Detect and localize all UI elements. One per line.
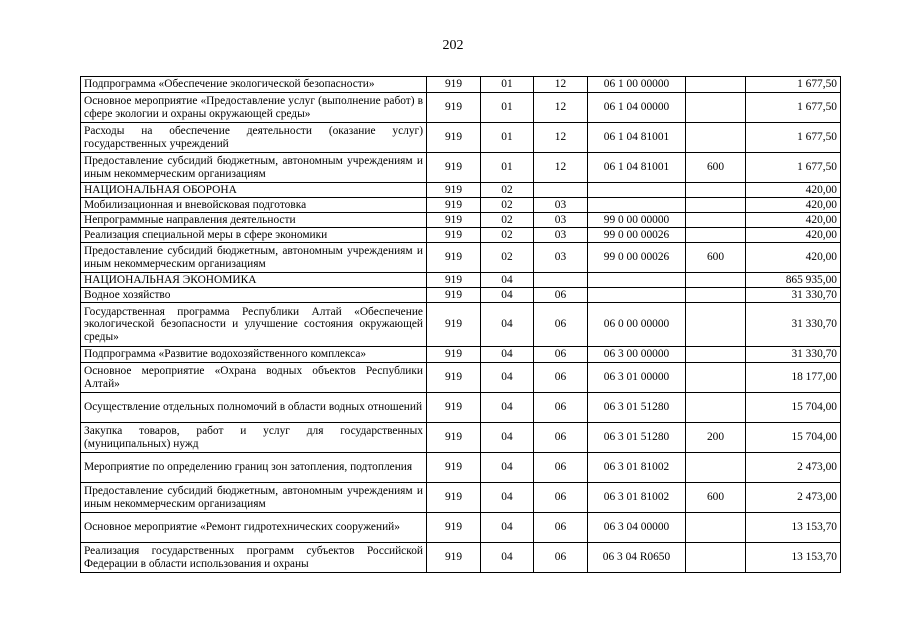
expense-name-cell: Основное мероприятие «Охрана водных объектов Республики Алтай» — [81, 363, 427, 393]
expense-type-cell — [686, 453, 746, 483]
expense-name-cell: Предоставление субсидий бюджетным, автономным учреждениям и иным некоммерческим организациям — [81, 483, 427, 513]
subsection-code-cell: 06 — [534, 288, 588, 303]
expense-type-cell: 200 — [686, 423, 746, 453]
subsection-code-cell: 03 — [534, 198, 588, 213]
expense-name-cell: Предоставление субсидий бюджетным, автономным учреждениям и иным некоммерческим организациям — [81, 243, 427, 273]
target-article-cell — [588, 288, 686, 303]
table-row — [81, 347, 841, 363]
table-row — [81, 483, 841, 513]
grbs-code-cell: 919 — [427, 423, 481, 453]
expense-name-cell: Основное мероприятие «Предоставление услуг (выполнение работ) в сфере экологии и охраны окружающей среды» — [81, 93, 427, 123]
target-article-cell: 06 3 01 00000 — [588, 363, 686, 393]
grbs-code-cell: 919 — [427, 347, 481, 363]
expense-name-cell: Предоставление субсидий бюджетным, автономным учреждениям и иным некоммерческим организациям — [81, 153, 427, 183]
table-row — [81, 543, 841, 573]
target-article-cell — [588, 198, 686, 213]
section-code-cell: 02 — [481, 213, 534, 228]
expense-name-cell: Подпрограмма «Обеспечение экологической безопасности» — [81, 77, 427, 93]
table-row — [81, 228, 841, 243]
grbs-code-cell: 919 — [427, 198, 481, 213]
subsection-code-cell — [534, 273, 588, 288]
section-code-cell: 01 — [481, 77, 534, 93]
subsection-code-cell: 03 — [534, 228, 588, 243]
amount-cell: 1 677,50 — [746, 77, 841, 93]
subsection-code-cell: 12 — [534, 123, 588, 153]
expense-name-cell: Мероприятие по определению границ зон затопления, подтопления — [81, 453, 427, 483]
table-row — [81, 243, 841, 273]
budget-table — [80, 76, 841, 573]
table-row — [81, 288, 841, 303]
grbs-code-cell: 919 — [427, 228, 481, 243]
section-code-cell: 04 — [481, 543, 534, 573]
section-code-cell: 01 — [481, 93, 534, 123]
expense-name-cell: НАЦИОНАЛЬНАЯ ОБОРОНА — [81, 183, 427, 198]
amount-cell: 31 330,70 — [746, 288, 841, 303]
table-row — [81, 93, 841, 123]
grbs-code-cell: 919 — [427, 93, 481, 123]
expense-type-cell — [686, 347, 746, 363]
expense-name-cell: Мобилизационная и вневойсковая подготовка — [81, 198, 427, 213]
section-code-cell: 04 — [481, 423, 534, 453]
grbs-code-cell: 919 — [427, 453, 481, 483]
target-article-cell: 06 3 01 81002 — [588, 453, 686, 483]
amount-cell: 31 330,70 — [746, 303, 841, 347]
target-article-cell: 06 0 00 00000 — [588, 303, 686, 347]
grbs-code-cell: 919 — [427, 273, 481, 288]
grbs-code-cell: 919 — [427, 183, 481, 198]
amount-cell: 18 177,00 — [746, 363, 841, 393]
expense-type-cell — [686, 363, 746, 393]
section-code-cell: 04 — [481, 453, 534, 483]
target-article-cell: 06 1 04 00000 — [588, 93, 686, 123]
expense-name-cell: Водное хозяйство — [81, 288, 427, 303]
expense-name-cell: Осуществление отдельных полномочий в области водных отношений — [81, 393, 427, 423]
table-row — [81, 198, 841, 213]
amount-cell: 420,00 — [746, 228, 841, 243]
target-article-cell: 06 1 00 00000 — [588, 77, 686, 93]
section-code-cell: 04 — [481, 513, 534, 543]
table-row — [81, 183, 841, 198]
amount-cell: 13 153,70 — [746, 513, 841, 543]
grbs-code-cell: 919 — [427, 77, 481, 93]
expense-name-cell: Реализация государственных программ субъектов Российской Федерации в области использования и охраны — [81, 543, 427, 573]
amount-cell: 420,00 — [746, 243, 841, 273]
expense-type-cell — [686, 288, 746, 303]
expense-type-cell — [686, 543, 746, 573]
table-row — [81, 123, 841, 153]
expense-type-cell — [686, 183, 746, 198]
target-article-cell: 06 3 00 00000 — [588, 347, 686, 363]
amount-cell: 31 330,70 — [746, 347, 841, 363]
amount-cell: 15 704,00 — [746, 393, 841, 423]
grbs-code-cell: 919 — [427, 543, 481, 573]
page-number: 202 — [442, 38, 464, 53]
expense-name-cell: Подпрограмма «Развитие водохозяйственного комплекса» — [81, 347, 427, 363]
expense-type-cell — [686, 123, 746, 153]
expense-name-cell: Реализация специальной меры в сфере экономики — [81, 228, 427, 243]
subsection-code-cell: 03 — [534, 243, 588, 273]
amount-cell: 865 935,00 — [746, 273, 841, 288]
amount-cell: 15 704,00 — [746, 423, 841, 453]
expense-type-cell — [686, 303, 746, 347]
subsection-code-cell: 06 — [534, 347, 588, 363]
subsection-code-cell: 12 — [534, 93, 588, 123]
subsection-code-cell: 06 — [534, 453, 588, 483]
section-code-cell: 04 — [481, 347, 534, 363]
target-article-cell: 06 3 01 51280 — [588, 423, 686, 453]
section-code-cell: 02 — [481, 183, 534, 198]
section-code-cell: 02 — [481, 243, 534, 273]
expense-type-cell: 600 — [686, 483, 746, 513]
target-article-cell: 99 0 00 00026 — [588, 243, 686, 273]
table-row — [81, 303, 841, 347]
table-row — [81, 513, 841, 543]
amount-cell: 1 677,50 — [746, 123, 841, 153]
grbs-code-cell: 919 — [427, 123, 481, 153]
table-row — [81, 153, 841, 183]
grbs-code-cell: 919 — [427, 288, 481, 303]
section-code-cell: 04 — [481, 303, 534, 347]
grbs-code-cell: 919 — [427, 153, 481, 183]
target-article-cell: 06 3 01 81002 — [588, 483, 686, 513]
grbs-code-cell: 919 — [427, 213, 481, 228]
expense-name-cell: НАЦИОНАЛЬНАЯ ЭКОНОМИКА — [81, 273, 427, 288]
section-code-cell: 04 — [481, 273, 534, 288]
target-article-cell — [588, 273, 686, 288]
table-row — [81, 213, 841, 228]
amount-cell: 2 473,00 — [746, 453, 841, 483]
amount-cell: 420,00 — [746, 213, 841, 228]
target-article-cell: 99 0 00 00000 — [588, 213, 686, 228]
subsection-code-cell: 06 — [534, 303, 588, 347]
table-row — [81, 423, 841, 453]
table-row — [81, 273, 841, 288]
expense-type-cell — [686, 513, 746, 543]
amount-cell: 1 677,50 — [746, 93, 841, 123]
amount-cell: 2 473,00 — [746, 483, 841, 513]
subsection-code-cell: 12 — [534, 77, 588, 93]
section-code-cell: 01 — [481, 123, 534, 153]
section-code-cell: 02 — [481, 228, 534, 243]
section-code-cell: 02 — [481, 198, 534, 213]
expense-name-cell: Непрограммные направления деятельности — [81, 213, 427, 228]
amount-cell: 13 153,70 — [746, 543, 841, 573]
expense-name-cell: Закупка товаров, работ и услуг для государственных (муниципальных) нужд — [81, 423, 427, 453]
grbs-code-cell: 919 — [427, 393, 481, 423]
section-code-cell: 04 — [481, 483, 534, 513]
subsection-code-cell: 06 — [534, 543, 588, 573]
section-code-cell: 01 — [481, 153, 534, 183]
expense-type-cell — [686, 93, 746, 123]
grbs-code-cell: 919 — [427, 363, 481, 393]
expense-type-cell — [686, 228, 746, 243]
grbs-code-cell: 919 — [427, 483, 481, 513]
expense-type-cell: 600 — [686, 243, 746, 273]
table-row — [81, 393, 841, 423]
subsection-code-cell: 06 — [534, 483, 588, 513]
expense-type-cell: 600 — [686, 153, 746, 183]
section-code-cell: 04 — [481, 288, 534, 303]
expense-name-cell: Расходы на обеспечение деятельности (оказание услуг) государственных учреждений — [81, 123, 427, 153]
subsection-code-cell — [534, 183, 588, 198]
table-row — [81, 77, 841, 93]
target-article-cell: 06 1 04 81001 — [588, 153, 686, 183]
section-code-cell: 04 — [481, 363, 534, 393]
grbs-code-cell: 919 — [427, 243, 481, 273]
grbs-code-cell: 919 — [427, 513, 481, 543]
subsection-code-cell: 06 — [534, 423, 588, 453]
target-article-cell: 06 1 04 81001 — [588, 123, 686, 153]
subsection-code-cell: 12 — [534, 153, 588, 183]
subsection-code-cell: 03 — [534, 213, 588, 228]
expense-type-cell — [686, 198, 746, 213]
grbs-code-cell: 919 — [427, 303, 481, 347]
expense-name-cell: Государственная программа Республики Алтай «Обеспечение экологической безопасности и улучшение состояния окружающей среды» — [81, 303, 427, 347]
subsection-code-cell: 06 — [534, 513, 588, 543]
target-article-cell: 06 3 04 R0650 — [588, 543, 686, 573]
amount-cell: 420,00 — [746, 183, 841, 198]
expense-type-cell — [686, 213, 746, 228]
expense-type-cell — [686, 77, 746, 93]
amount-cell: 420,00 — [746, 198, 841, 213]
target-article-cell: 99 0 00 00026 — [588, 228, 686, 243]
table-row — [81, 453, 841, 483]
section-code-cell: 04 — [481, 393, 534, 423]
target-article-cell — [588, 183, 686, 198]
subsection-code-cell: 06 — [534, 363, 588, 393]
table-row — [81, 363, 841, 393]
expense-type-cell — [686, 393, 746, 423]
expense-name-cell: Основное мероприятие «Ремонт гидротехнических сооружений» — [81, 513, 427, 543]
amount-cell: 1 677,50 — [746, 153, 841, 183]
target-article-cell: 06 3 01 51280 — [588, 393, 686, 423]
table-body — [81, 77, 841, 573]
subsection-code-cell: 06 — [534, 393, 588, 423]
expense-type-cell — [686, 273, 746, 288]
target-article-cell: 06 3 04 00000 — [588, 513, 686, 543]
